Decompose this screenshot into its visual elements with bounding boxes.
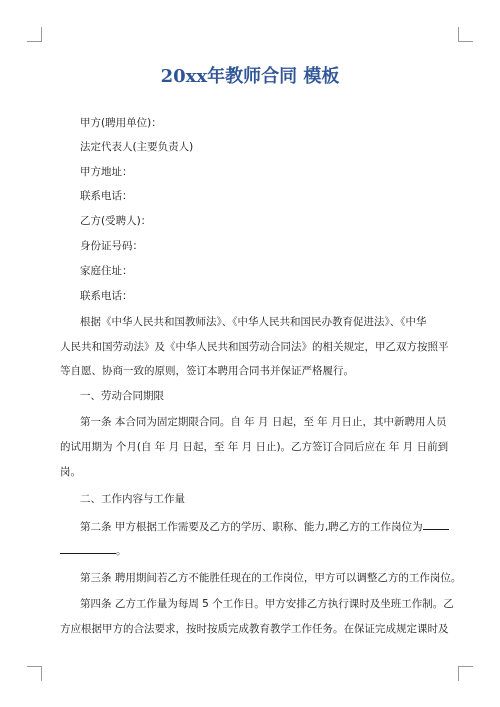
field-party-b-phone: 联系电话： — [80, 290, 133, 302]
document-title — [0, 62, 500, 88]
article-2-end: 。 — [116, 545, 127, 557]
section-heading-term: 一、劳动合同期限 — [80, 390, 164, 402]
article-1-line: 第一条 本合同为固定期限合同。自 年 月 日起，至 年 月日止，其中新聘用人员 — [80, 416, 447, 428]
field-party-a-phone: 联系电话： — [80, 190, 133, 202]
field-legal-rep: 法定代表人(主要负责人) — [80, 141, 194, 153]
crop-mark-top-right — [458, 27, 473, 42]
crop-mark-top-left — [27, 27, 42, 42]
article-2-line — [60, 543, 127, 558]
section-heading-work: 二、工作内容与工作量 — [80, 493, 185, 505]
field-id-number: 身份证号码： — [80, 240, 143, 252]
article-1-line: 的试用期为 个月(自 年 月 日起，至 年 月 日止)。乙方签订合同后应在 年 月 日前到 — [60, 441, 449, 453]
field-party-b: 乙方(受聘人)： — [80, 215, 152, 227]
article-4-line: 第四条 乙方工作量为每周 5 个工作日。甲方安排乙方执行课时及坐班工作制。乙 — [80, 598, 454, 610]
article-1-line: 岗。 — [60, 466, 81, 478]
article-4-line: 方应根据甲方的合法要求，按时按质完成教育教学工作任务。在保证完成规定课时及 — [60, 623, 449, 635]
article-2-line — [80, 519, 449, 534]
blank-underline — [60, 543, 116, 554]
blank-underline — [423, 519, 449, 530]
title-text: 年教师合同 模板 — [207, 66, 340, 87]
intro-line: 等自愿、协商一致的原则，签订本聘用合同书并保证严格履行。 — [60, 365, 354, 377]
field-party-a: 甲方(聘用单位)： — [80, 117, 162, 129]
crop-mark-bottom-left — [27, 666, 42, 681]
field-home-address: 家庭住址： — [80, 265, 133, 277]
crop-mark-bottom-right — [458, 666, 473, 681]
intro-line: 人民共和国劳动法》及《中华人民共和国劳动合同法》的相关规定，甲乙双方按照平 — [60, 341, 449, 353]
intro-line: 根据《中华人民共和国教师法》、《中华人民共和国民办教育促进法》、《中华 — [80, 316, 427, 328]
field-party-a-address: 甲方地址： — [80, 166, 133, 178]
title-year: 20xx — [160, 66, 208, 87]
article-2-text: 第二条 甲方根据工作需要及乙方的学历、职称、能力,聘乙方的工作岗位为 — [80, 521, 423, 533]
article-3-line: 第三条 聘用期间若乙方不能胜任现在的工作岗位，甲方可以调整乙方的工作岗位。 — [80, 572, 462, 584]
